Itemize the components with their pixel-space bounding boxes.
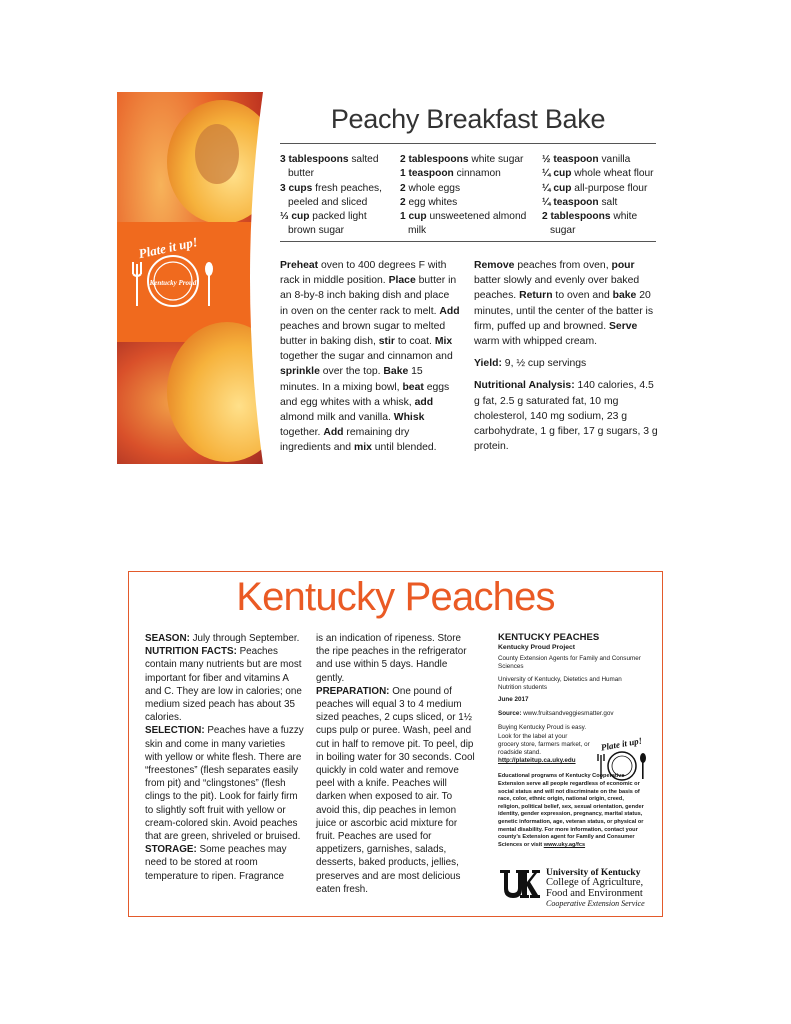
recipe-title: Peachy Breakfast Bake <box>330 104 606 134</box>
info-paragraph: STORAGE: Some peaches may need to be stored at room temperature to ripen. Fragrance <box>145 844 287 882</box>
keyword: STORAGE: <box>145 844 197 856</box>
keyword: beat <box>402 381 424 393</box>
ingredient-item: ½ teaspoon vanilla <box>542 154 631 165</box>
directions-right <box>474 258 660 461</box>
info-column-1 <box>145 632 305 883</box>
directions-left-text: Preheat oven to 400 degrees F with rack in middle position. Place butter in an 8-by-8 inch baking dish and place in oven on the center rack to melt. Add peaches and brown sugar to melted butter in baking dish, stir to coat. Mix together the sugar and cinnamon and sprinkle over the top. Bake 15 minutes. In a mixing bowl, beat eggs and egg whites with a whisk, add almond milk and vanilla. Whisk together. Add remaining dry ingredients and mix until blended. <box>280 260 460 454</box>
ingredients-column-3 <box>542 153 660 239</box>
keyword: NUTRITION FACTS: <box>145 646 237 658</box>
sidebar-agents: County Extension Agents for Family and Consumer Sciences <box>498 655 641 671</box>
ingredient-item: ¼ cup all-purpose flour <box>542 182 648 194</box>
sidebar-students: University of Kentucky, Dietetics and Human Nutrition students <box>498 675 622 691</box>
info-paragraph: PREPARATION: One pound of peaches will equal 3 to 4 medium sized peaches, 2 cups sliced, or 1½ cups pulp or puree. Wash, peel and cut in half to remove pit. To peel, dip in boiling water for 30 seconds. Cool quickly in cold water and remove peel with a knife. Peaches will darken when exposed to air. To avoid this, dip peaches in lemon juice or ascorbic acid mixture for fruit. Peaches are used for appetizers, garnishes, salads, desserts, baked products, jellies, preserves and are most delicious eaten fresh. <box>316 685 475 895</box>
keyword: pour <box>611 260 635 271</box>
fork-icon <box>598 754 604 779</box>
keyword: Preheat <box>280 260 319 271</box>
ingredient-item: 1 cup unsweetened almond milk <box>400 211 527 237</box>
keyword: Remove <box>474 260 515 271</box>
ingredient-item: ¼ teaspoon salt <box>542 196 618 208</box>
keyword: SEASON: <box>145 633 190 644</box>
keyword: Add <box>439 305 460 317</box>
keyword: Bake <box>383 366 409 378</box>
keyword: Mix <box>434 336 453 348</box>
ingredient-item: ¼ cup whole wheat flour <box>542 168 654 180</box>
plate-it-up-mini-logo <box>592 737 652 788</box>
info-paragraph: SEASON: July through September. <box>145 633 300 644</box>
keyword: bake <box>612 290 637 302</box>
kentucky-proud-text: Kentucky Proud <box>149 279 197 287</box>
plate-badge-text: Plate it up! <box>137 234 199 262</box>
info-column-2 <box>316 632 476 896</box>
ingredients-column-2 <box>400 153 540 239</box>
uk-logo-icon <box>498 868 540 905</box>
ingredient-item: 2 egg whites <box>400 196 458 208</box>
ingredient-item: 3 tablespoons salted butter <box>280 154 379 180</box>
info-paragraph: is an indication of ripeness. Store the ripe peaches in the refrigerator and use within 5 days. Handle gently. <box>316 633 467 684</box>
keyword: sprinkle <box>280 366 320 378</box>
sidebar-source: Source: www.fruitsandveggiesmatter.gov <box>498 710 614 718</box>
keyword: PREPARATION: <box>316 685 390 697</box>
sidebar-heading: KENTUCKY PEACHES <box>498 632 600 643</box>
mini-plate-text: Plate it up! <box>600 737 643 753</box>
directions-right-text: Remove peaches from oven, pour batter slowly and evenly over baked peaches. Return to oven and bake 20 minutes, until the center of the batter is firm, puffed up and browned. Serve warm with whipped cream. <box>474 260 654 348</box>
ingredient-item: 2 tablespoons white sugar <box>542 211 638 237</box>
keyword: Return <box>519 290 553 302</box>
ingredient-item: 3 cups fresh peaches, peeled and sliced <box>280 182 382 208</box>
plate-badge-icon <box>592 737 652 783</box>
info-paragraph: SELECTION: Peaches have a fuzzy skin and come in many varieties with yellow or white flesh. There are “freestones” (flesh separates easily from pit) and “clingstones” (flesh clings to the pit). Look for fairly firm to slightly soft fruit with yellow or cream-colored skin. Avoid peaches that are green, shriveled or bruised. <box>145 725 304 843</box>
keyword: Add <box>323 427 344 439</box>
info-paragraph: NUTRITION FACTS: Peaches contain many nutrients but are most important for fiber and vitamins A and C. They are low in calories; one medium sized peach has about 35 calories. <box>145 646 302 724</box>
ingredient-item: 1 teaspoon cinnamon <box>400 168 501 180</box>
directions-left <box>280 258 460 463</box>
sidebar-legal: Educational programs of Kentucky Cooperative Extension serve all people regardless of economic or social status and will not discriminate on the basis of race, color, ethnic origin, national origin, creed, religion, political belief, sex, sexual orientation, gender identity, gender expression, pregnancy, marital status, genetic information, age, veteran status, or physical or mental disability. For more information, contact your county’s Extension agent for Family and Consumer Sciences or visit www.uky.ag/fcs <box>498 773 644 848</box>
keyword: mix <box>353 442 372 454</box>
peach-photo <box>117 92 263 464</box>
nutrition-line: Nutritional Analysis: 140 calories, 4.5 g fat, 2.5 g saturated fat, 10 mg cholesterol, 140 mg sodium, 23 g carbohydrate, 1 g fiber, 17 g sugars, 3 g protein. <box>474 380 658 453</box>
keyword: Place <box>388 275 416 287</box>
keyword: stir <box>378 336 395 348</box>
keyword: SELECTION: <box>145 725 205 737</box>
fcs-link[interactable]: www.uky.ag/fcs <box>543 841 586 848</box>
ingredient-item: ⅓ cup packed light brown sugar <box>280 211 367 237</box>
plateitup-link[interactable]: http://plateitup.ca.uky.edu <box>498 757 576 765</box>
keyword: Serve <box>608 320 638 332</box>
title-rule <box>280 143 656 144</box>
sidebar-date: June 2017 <box>498 696 529 704</box>
uk-college-text: University of Kentucky College of Agriculture, Food and Environment Cooperative Extension Service <box>546 868 645 909</box>
peach-photo-panel <box>117 92 263 464</box>
ingredients-column-1 <box>280 153 392 239</box>
kentucky-peaches-title: Kentucky Peaches <box>236 575 555 619</box>
sidebar-project: Kentucky Proud Project <box>498 644 576 651</box>
ingredients-rule <box>280 241 656 242</box>
keyword: add <box>414 396 434 408</box>
keyword: Whisk <box>393 412 425 424</box>
yield-line: Yield: 9, ½ cup servings <box>474 358 587 370</box>
ingredient-item: 2 whole eggs <box>400 182 461 194</box>
ingredient-item: 2 tablespoons white sugar <box>400 154 524 165</box>
sidebar-buying: Buying Kentucky Proud is easy. Look for the label at your grocery store, farmers market, or roadside stand. http://plateitup.ca.uky.edu <box>498 724 590 765</box>
spoon-icon <box>640 753 646 779</box>
